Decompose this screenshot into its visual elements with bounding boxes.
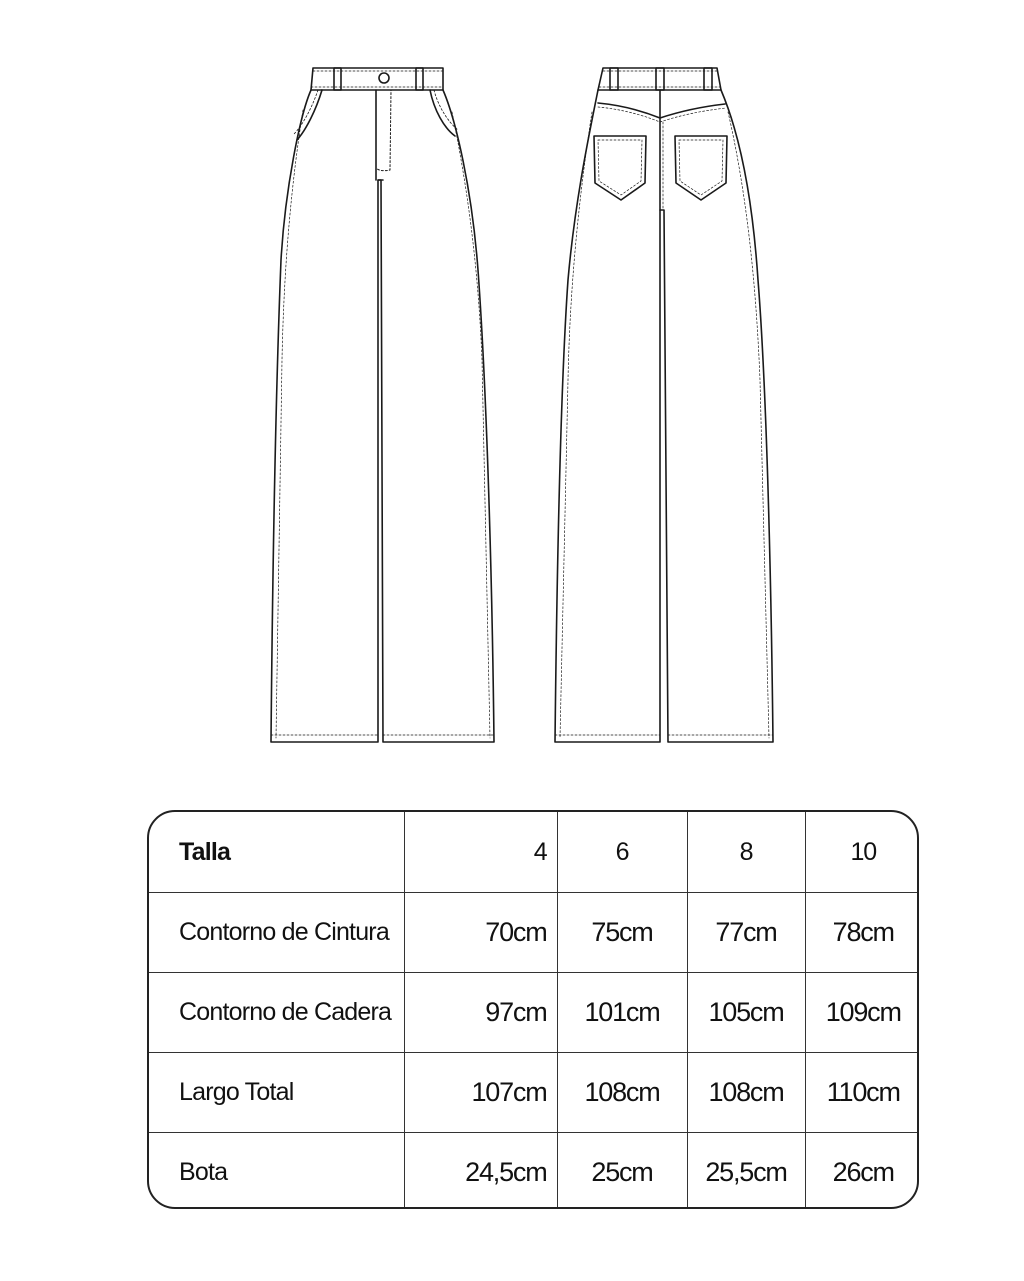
table-cell: 26cm: [805, 1133, 919, 1210]
row-label: Contorno de Cintura: [149, 893, 404, 973]
button-icon: [379, 73, 389, 83]
row-label: Bota: [149, 1133, 404, 1210]
table-row: [149, 893, 919, 973]
table-cell: 25cm: [557, 1133, 687, 1210]
table-cell: 107cm: [404, 1053, 557, 1133]
front-view: [271, 68, 494, 742]
table-cell: 108cm: [687, 1053, 805, 1133]
size-header-row: [149, 812, 919, 893]
size-header-4: 4: [404, 812, 557, 893]
table-cell: 75cm: [557, 893, 687, 973]
table-row: [149, 1053, 919, 1133]
back-pocket-right: [675, 136, 727, 200]
front-fly: [376, 90, 391, 171]
back-yoke: [598, 103, 725, 118]
size-header-10: 10: [805, 812, 919, 893]
table-cell: 97cm: [404, 973, 557, 1053]
table-cell: 109cm: [805, 973, 919, 1053]
size-chart: [147, 810, 919, 1209]
table-cell: 24,5cm: [404, 1133, 557, 1210]
table-cell: 101cm: [557, 973, 687, 1053]
size-header-8: 8: [687, 812, 805, 893]
table-row: [149, 1133, 919, 1210]
table-cell: 25,5cm: [687, 1133, 805, 1210]
back-pocket-left: [594, 136, 646, 200]
row-label: Largo Total: [149, 1053, 404, 1133]
row-label: Contorno de Cadera: [149, 973, 404, 1053]
front-outline: [271, 90, 494, 742]
table-row: [149, 973, 919, 1053]
front-pocket-left: [297, 90, 322, 140]
size-header-label: Talla: [149, 812, 404, 893]
size-header-6: 6: [557, 812, 687, 893]
table-cell: 110cm: [805, 1053, 919, 1133]
table-cell: 105cm: [687, 973, 805, 1053]
back-view: [555, 68, 773, 742]
table-cell: 70cm: [404, 893, 557, 973]
table-cell: 108cm: [557, 1053, 687, 1133]
table-cell: 78cm: [805, 893, 919, 973]
size-chart-table: [149, 812, 919, 1209]
back-outline: [555, 90, 773, 742]
table-cell: 77cm: [687, 893, 805, 973]
